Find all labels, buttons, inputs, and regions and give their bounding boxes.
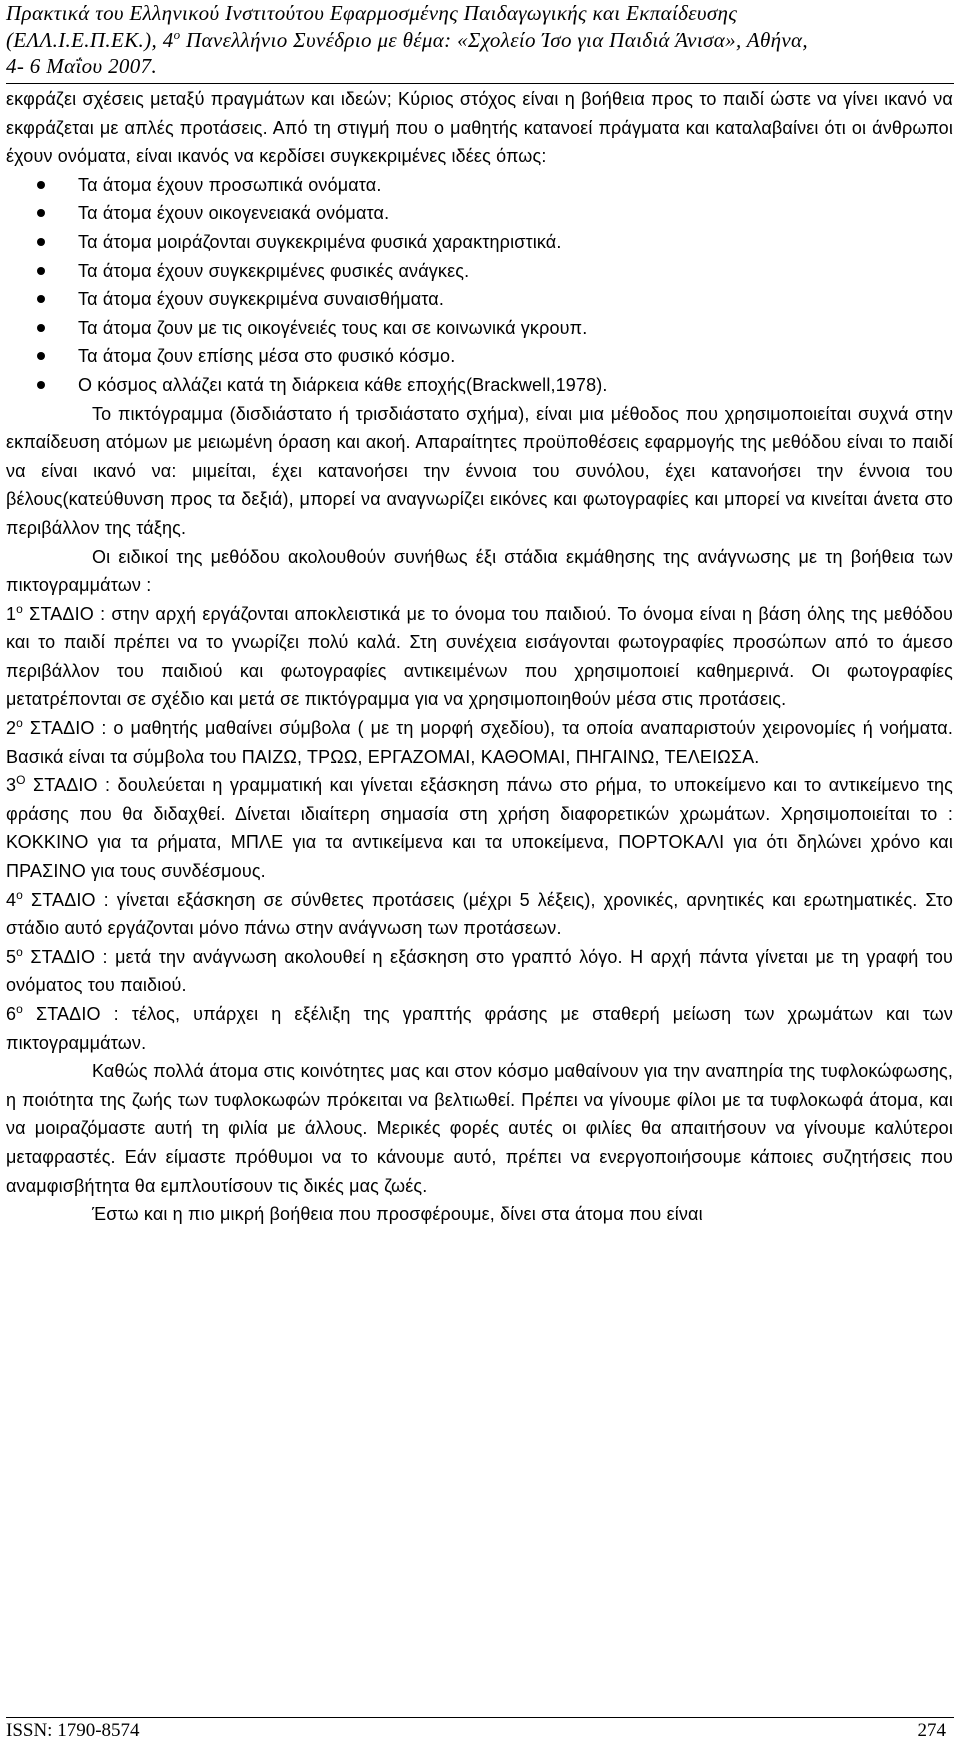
list-item bbox=[6, 228, 953, 257]
stage-text: : μετά την ανάγνωση ακολουθεί η εξάσκηση στο γραπτό λόγο. Η αρχή πάντα γίνεται με τη γραφή του ονόματος του παιδιού. bbox=[6, 946, 953, 996]
stage-label: ΣΤΑΔΙΟ bbox=[23, 718, 95, 739]
stage-text: : στην αρχή εργάζονται αποκλειστικά με το όνομα του παιδιού. Το όνομα είναι η βάση όλης της μεθόδου και το παιδί πρέπει να το γνωρίζει πολύ καλά. Στη συνέχεια εισάγονται φωτογραφίες προσώπων από το άμεσο περιβάλλον του παιδιού και φωτογραφίες αντικειμένων που χρησιμοποιεί καθημερινά. Οι φωτογραφίες μετατρέπονται σε σχέδιο και μετά σε πικτόγραμμα για να χρησιμοποιηθούν μέσα στις προτάσεις. bbox=[6, 603, 953, 710]
list-item bbox=[6, 257, 953, 286]
stage-5-paragraph bbox=[6, 943, 953, 1000]
stage-label: ΣΤΑΔΙΟ bbox=[23, 603, 94, 624]
stage-ordinal: ο bbox=[16, 887, 23, 902]
list-item bbox=[6, 171, 953, 200]
list-item-text: Τα άτομα ζουν με τις οικογένειές τους και σε κοινωνικά γκρουπ. bbox=[78, 317, 588, 338]
stage-3-paragraph bbox=[6, 771, 953, 885]
body-text bbox=[6, 85, 953, 1229]
bullet-icon bbox=[37, 295, 45, 303]
list-item-text: Τα άτομα έχουν οικογενειακά ονόματα. bbox=[78, 203, 390, 224]
issn-label: ISSN: 1790-8574 bbox=[6, 1720, 140, 1741]
list-item-text: Τα άτομα μοιράζονται συγκεκριμένα φυσικά χαρακτηριστικά. bbox=[78, 231, 562, 252]
bullet-icon bbox=[37, 181, 45, 189]
list-item-text: Τα άτομα ζουν επίσης μέσα στο φυσικό κόσμο. bbox=[78, 346, 456, 367]
stage-ordinal: ο bbox=[16, 1002, 23, 1016]
stage-number: 2 bbox=[6, 718, 17, 739]
header-line-2 bbox=[6, 27, 956, 54]
stage-1-paragraph bbox=[6, 600, 953, 714]
stage-number: 1 bbox=[6, 603, 17, 624]
stage-text: : τέλος, υπάρχει η εξέλιξη της γραπτής φράσης με σταθερή μείωση των χρωμάτων και των πικτογραμμάτων. bbox=[6, 1004, 953, 1053]
stage-label: ΣΤΑΔΙΟ bbox=[23, 1004, 101, 1024]
header-line-1: Πρακτικά του Ελληνικού Ινστιτούτου Εφαρμοσμένης Παιδαγωγικής και Εκπαίδευσης bbox=[6, 1, 738, 25]
stage-number: 4 bbox=[6, 889, 17, 910]
bullet-icon bbox=[37, 324, 45, 332]
intro-paragraph: εκφράζει σχέσεις μεταξύ πραγμάτων και ιδεών; Κύριος στόχος είναι η βοήθεια προς το παιδί ώστε να γίνει ικανό να εκφράζεται με απλές προτάσεις. Από τη στιγμή που ο μαθητής κατανοεί πράγματα και καταλαβαίνει ότι οι άνθρωποι έχουν ονόματα, είναι ικανός να κερδίσει συγκεκριμένες ιδέες όπως: bbox=[6, 89, 953, 167]
deafblind-paragraph: Καθώς πολλά άτομα στις κοινότητες μας και στον κόσμο μαθαίνουν για την αναπηρία της τυφλοκώφωσης, η ποιότητα της ζωής των τυφλοκωφών πρόκειται να βελτιωθεί. Πρέπει να γίνουμε φίλοι με τα τυφλοκωφά άτομα, και να μοιραζόμαστε αυτή τη φιλία με άλλους. Μερικές φορές αυτές οι φιλίες θα απαιτήσουν να γίνουμε καλύτεροι μεταφραστές. Εάν είμαστε πρόθυμοι να το κάνουμε αυτό, πρέπει να ενεργοποιήσουμε κάποιες συζητήσεις που αναμφισβήτητα θα εμπλουτίσουν τις δικές μας ζωές. bbox=[6, 1061, 953, 1196]
stage-ordinal: ο bbox=[16, 716, 23, 731]
header-line-2-end: Πανελλήνιο Συνέδριο με θέμα: «Σχολείο Ίσο για Παιδιά Άνισα», Αθήνα, bbox=[180, 27, 809, 52]
stage-label: ΣΤΑΔΙΟ bbox=[23, 946, 96, 967]
running-header bbox=[6, 0, 956, 80]
ideas-list bbox=[6, 171, 953, 400]
stage-ordinal: ο bbox=[16, 944, 23, 959]
stage-number: 6 bbox=[6, 1004, 17, 1024]
footer-divider bbox=[6, 1717, 954, 1718]
page-number: 274 bbox=[917, 1720, 946, 1741]
list-item-text: Ο κόσμος αλλάζει κατά τη διάρκεια κάθε εποχής(Brackwell,1978). bbox=[78, 374, 608, 395]
stage-label: ΣΤΑΔΙΟ bbox=[23, 889, 96, 910]
list-item bbox=[6, 371, 953, 400]
list-item bbox=[6, 342, 953, 371]
stage-text: : δουλεύεται η γραμματική και γίνεται εξάσκηση πάνω στο ρήμα, το υποκείμενο και το αντικείμενο της φράσης που θα διδαχθεί. Δίνεται ιδιαίτερη σημασία στη χρήση διαφορετικών χρωμάτων. Χρησιμοποιείται το : ΚΟΚΚΙΝΟ για τα ρήματα, ΜΠΛΕ για τα αντικείμενα και τα υποκείμενα, ΠΟΡΤΟΚΑΛΙ για ότι δηλώνει χρόνο και ΠΡΑΣΙΝΟ για τους συνδέσμους. bbox=[6, 775, 953, 882]
bullet-icon bbox=[37, 238, 45, 246]
list-item-text: Τα άτομα έχουν συγκεκριμένες φυσικές ανάγκες. bbox=[78, 260, 470, 281]
stage-4-paragraph bbox=[6, 886, 953, 943]
stage-text: : γίνεται εξάσκηση σε σύνθετες προτάσεις (μέχρι 5 λέξεις), χρονικές, αρνητικές και ερωτηματικές. Στο στάδιο αυτό εργάζονται μόνο πάνω στην ανάγνωση των προτάσεων. bbox=[6, 889, 953, 939]
stage-ordinal: ο bbox=[16, 601, 23, 616]
list-item bbox=[6, 314, 953, 343]
list-item bbox=[6, 199, 953, 228]
list-item-text: Τα άτομα έχουν προσωπικά ονόματα. bbox=[78, 174, 382, 195]
header-ordinal: ο bbox=[173, 26, 181, 42]
bullet-icon bbox=[37, 209, 45, 217]
bullet-icon bbox=[37, 267, 45, 275]
stage-text: : ο μαθητής μαθαίνει σύμβολα ( με τη μορφή σχεδίου), τα οποία αναπαριστούν χειρονομίες ή νοήματα. Βασικά είναι τα σύμβολα του ΠΑΙΖΩ, ΤΡΩΩ, ΕΡΓΑΖΟΜΑΙ, ΚΑΘΟΜΑΙ, ΠΗΓΑΙΝΩ, ΤΕΛΕΙΩΣΑ. bbox=[6, 718, 953, 767]
list-item bbox=[6, 285, 953, 314]
header-divider bbox=[6, 83, 954, 84]
stages-intro-paragraph: Οι ειδικοί της μεθόδου ακολουθούν συνήθως έξι στάδια εκμάθησης της ανάγνωσης με τη βοήθεια των πικτογραμμάτων : bbox=[6, 546, 953, 596]
bullet-icon bbox=[37, 352, 45, 360]
closing-paragraph: Έστω και η πιο μικρή βοήθεια που προσφέρουμε, δίνει στα άτομα που είναι bbox=[92, 1204, 703, 1225]
header-line-3: 4- 6 Μαΐου 2007. bbox=[6, 54, 158, 78]
stage-number: 3 bbox=[6, 775, 17, 796]
stage-number: 5 bbox=[6, 946, 17, 967]
stage-ordinal: Ο bbox=[16, 773, 26, 788]
pictogram-paragraph: Το πικτόγραμμα (δισδιάστατο ή τρισδιάστατο σχήμα), είναι μια μέθοδος που χρησιμοποιείται συχνά στην εκπαίδευση ατόμων με μειωμένη όραση και ακοή. Απαραίτητες προϋποθέσεις εφαρμογής της μεθόδου είναι το παιδί να είναι ικανό να: μιμείται, έχει κατανοήσει την έννοια του συνόλου, έχει κατανοήσει την έννοια του βέλους(κατεύθυνση προς τα δεξιά), μπορεί να αναγνωρίζει εικόνες και φωτογραφίες και μπορεί να κινείται άνετα στο περιβάλλον της τάξης. bbox=[6, 403, 953, 538]
header-line-2-start: (ΕΛΛ.Ι.Ε.Π.ΕΚ.), 4 bbox=[6, 27, 174, 52]
list-item-text: Τα άτομα έχουν συγκεκριμένα συναισθήματα. bbox=[78, 289, 445, 310]
bullet-icon bbox=[37, 381, 45, 389]
stage-label: ΣΤΑΔΙΟ bbox=[25, 775, 98, 796]
stage-6-paragraph bbox=[6, 1000, 953, 1057]
stage-2-paragraph bbox=[6, 714, 953, 771]
